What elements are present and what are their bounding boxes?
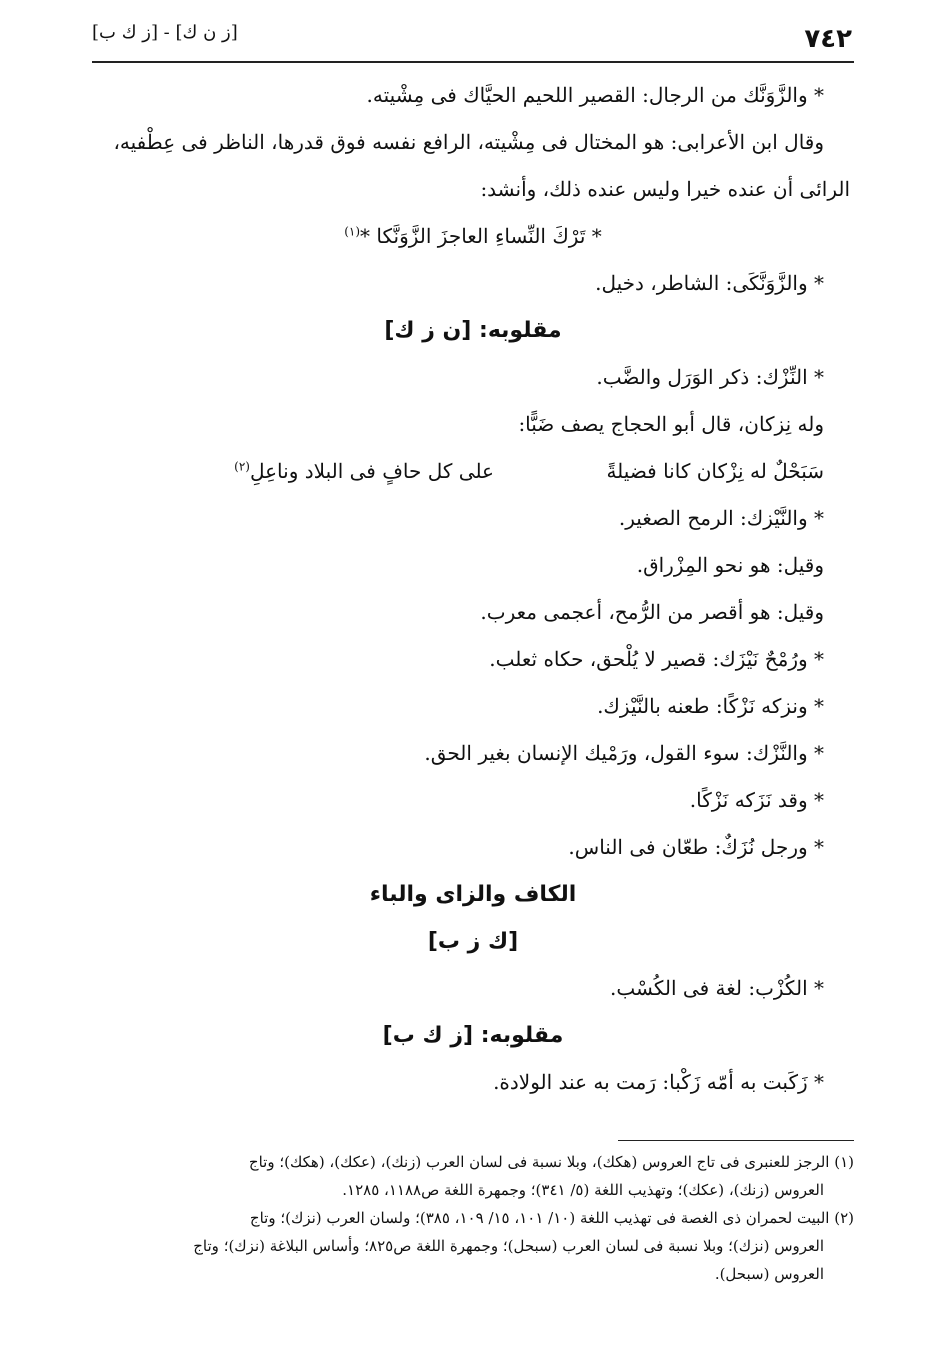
entry-line: * الكُزْب: لغة فى الكُسْب. <box>610 976 824 1000</box>
footnote-ref: (١) <box>344 224 361 239</box>
footnote-1: (١) الرجز للعنبرى فى تاج العروس (هكك)، وبلا نسبة فى لسان العرب (زنك)، (عكك)، (هكك)؛ وتاج <box>248 1153 854 1171</box>
header-rule <box>92 61 854 63</box>
verse-couplet <box>92 448 854 495</box>
footnotes <box>92 1148 854 1288</box>
root-heading: [ك ز ب] <box>427 929 519 954</box>
entry-line: وله نِزكان، قال أبو الحجاج يصف ضَبًّا: <box>518 412 824 436</box>
entry-line: * زَكَبت به أمّه زَكْبا: رَمت به عند الولادة. <box>493 1070 824 1094</box>
entry-line: * ونزكه نَزْكًا: طعنه بالنَّيْزك. <box>597 694 824 718</box>
entry-line: * النِّزْك: ذكر الوَرَل والضَّب. <box>596 365 824 389</box>
verse-text: * تَرْكَ النِّساءِ العاجزَ الزَّوَنَّكا * <box>360 224 602 248</box>
footnote-2: (٢) البيت لحمران ذى الغصة فى تهذيب اللغة (١٠/ ١٠١، ١٥/ ١٠٩، ٣٨٥)؛ ولسان العرب (نزك)؛ وتاج <box>249 1209 854 1227</box>
body-text <box>92 72 854 1106</box>
entry-line: * والزَّوَنَّكَى: الشاطر، دخيل. <box>595 271 824 295</box>
entry-line: * والزَّوَنَّك من الرجال: القصير اللحيم الحيَّاك فى مِشْيته. <box>366 83 824 107</box>
section-heading: مقلوبه: [ن ز ك] <box>384 318 562 343</box>
footnote-ref: (٢) <box>234 459 250 474</box>
verse-hemistich-first: سَبَحْلٌ له نِزْكان كانا فضيلةً <box>606 459 824 483</box>
entry-line: * والنَّزْك: سوء القول، ورَمْيك الإنسان بغير الحق. <box>424 741 824 765</box>
section-heading: مقلوبه: [ز ك ب] <box>382 1023 564 1048</box>
chapter-heading: الكاف والزاى والباء <box>369 882 577 907</box>
running-head: [ز ن ك] - [ز ك ب] <box>92 22 238 43</box>
entry-line: * ورجل نُزَكٌ: طعّان فى الناس. <box>568 835 824 859</box>
page-number: ٧٤٢ <box>804 24 852 54</box>
footnote-2-cont: العروس (سبحل). <box>714 1265 824 1283</box>
entry-line: * والنَّيْزك: الرمح الصغير. <box>618 506 824 530</box>
entry-line: وقيل: هو أقصر من الرُّمح، أعجمى معرب. <box>480 600 824 624</box>
entry-line: وقيل: هو نحو المِزْراق. <box>636 553 824 577</box>
page-header <box>92 22 852 60</box>
entry-line: وقال ابن الأعرابى: هو المختال فى مِشْيته، الرافع نفسه فوق قدرها، الناظر فى عِطْفيه، <box>113 130 824 154</box>
footnote-1-cont: العروس (زنك)، (عكك)؛ وتهذيب اللغة (٥/ ٣٤١)؛ وجمهرة اللغة ص١١٨٨، ١٢٨٥. <box>342 1181 824 1199</box>
entry-line: الرائى أن عنده خيرا وليس عنده ذلك، وأنشد: <box>480 177 850 201</box>
verse-line <box>92 213 854 260</box>
verse-text: على كل حافٍ فى البلاد وناعِلِ <box>249 459 494 483</box>
footnote-2-cont: العروس (نزك)؛ وبلا نسبة فى لسان العرب (سبحل)؛ وجمهرة اللغة ص٨٢٥؛ وأساس البلاغة (نزك)؛ وتاج <box>193 1237 824 1255</box>
verse-hemistich-second <box>164 448 494 495</box>
footnote-rule <box>618 1140 854 1141</box>
entry-line: * ورُمْحٌ نَيْزَك: قصير لا يُلْحق، حكاه ثعلب. <box>489 647 824 671</box>
entry-line: * وقد نَزَكه نَزْكًا. <box>689 788 824 812</box>
